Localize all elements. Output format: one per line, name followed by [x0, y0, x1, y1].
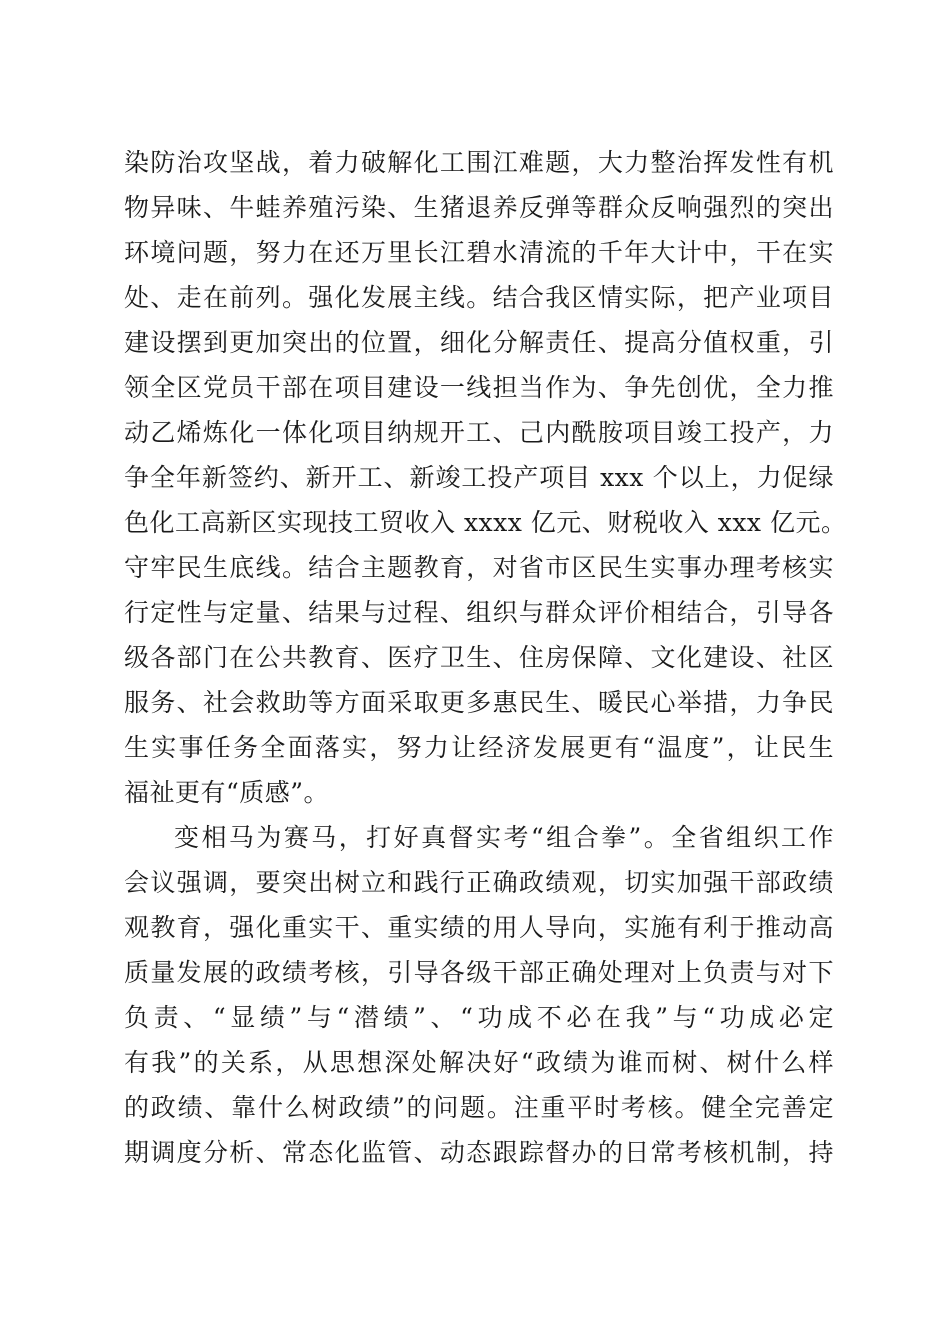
text-line: 生实事任务全面落实，努力让经济发展更有“温度”，让民生: [124, 733, 834, 762]
text-line: 服务、社会救助等方面采取更多惠民生、暖民心举措，力争民: [124, 688, 834, 717]
text-line: 的政绩、靠什么树政绩”的问题。注重平时考核。健全完善定: [124, 1093, 834, 1122]
body-text: [124, 140, 847, 1175]
text-line: 染防治攻坚战，着力破解化工围江难题，大力整治挥发性有机: [124, 148, 834, 177]
text-line: 处、走在前列。强化发展主线。结合我区情实际，把产业项目: [124, 283, 834, 312]
text-line: 领全区党员干部在项目建设一线担当作为、争先创优，全力推: [124, 373, 834, 402]
text-line: 动乙烯炼化一体化项目纳规开工、己内酰胺项目竣工投产，力: [124, 418, 834, 447]
text-line: 争全年新签约、新开工、新竣工投产项目 xxx 个以上，力促绿: [124, 463, 834, 492]
text-line: 建设摆到更加突出的位置，细化分解责任、提高分值权重，引: [124, 328, 834, 357]
paragraph-start-line: 变相马为赛马，打好真督实考“组合拳”。全省组织工作: [174, 823, 834, 852]
text-line: 质量发展的政绩考核，引导各级干部正确处理对上负责与对下: [124, 958, 834, 987]
text-line: 会议强调，要突出树立和践行正确政绩观，切实加强干部政绩: [124, 868, 834, 897]
text-line: 期调度分析、常态化监管、动态跟踪督办的日常考核机制，持: [124, 1138, 834, 1167]
text-line: 观教育，强化重实干、重实绩的用人导向，实施有利于推动高: [124, 913, 834, 942]
text-line: 色化工高新区实现技工贸收入 xxxx 亿元、财税收入 xxx 亿元。: [124, 508, 847, 537]
text-line: 行定性与定量、结果与过程、组织与群众评价相结合，引导各: [124, 598, 834, 627]
text-line: 有我”的关系，从思想深处解决好“政绩为谁而树、树什么样: [124, 1048, 834, 1077]
text-line: 物异味、牛蛙养殖污染、生猪退养反弹等群众反响强烈的突出: [124, 193, 834, 222]
text-line: 守牢民生底线。结合主题教育，对省市区民生实事办理考核实: [124, 553, 834, 582]
text-line: 负责、“显绩”与“潜绩”、“功成不必在我”与“功成必定: [124, 1003, 834, 1032]
text-line: 级各部门在公共教育、医疗卫生、住房保障、文化建设、社区: [124, 643, 834, 672]
text-line: 环境问题，努力在还万里长江碧水清流的千年大计中，干在实: [124, 238, 834, 267]
text-line: 福祉更有“质感”。: [124, 778, 330, 807]
